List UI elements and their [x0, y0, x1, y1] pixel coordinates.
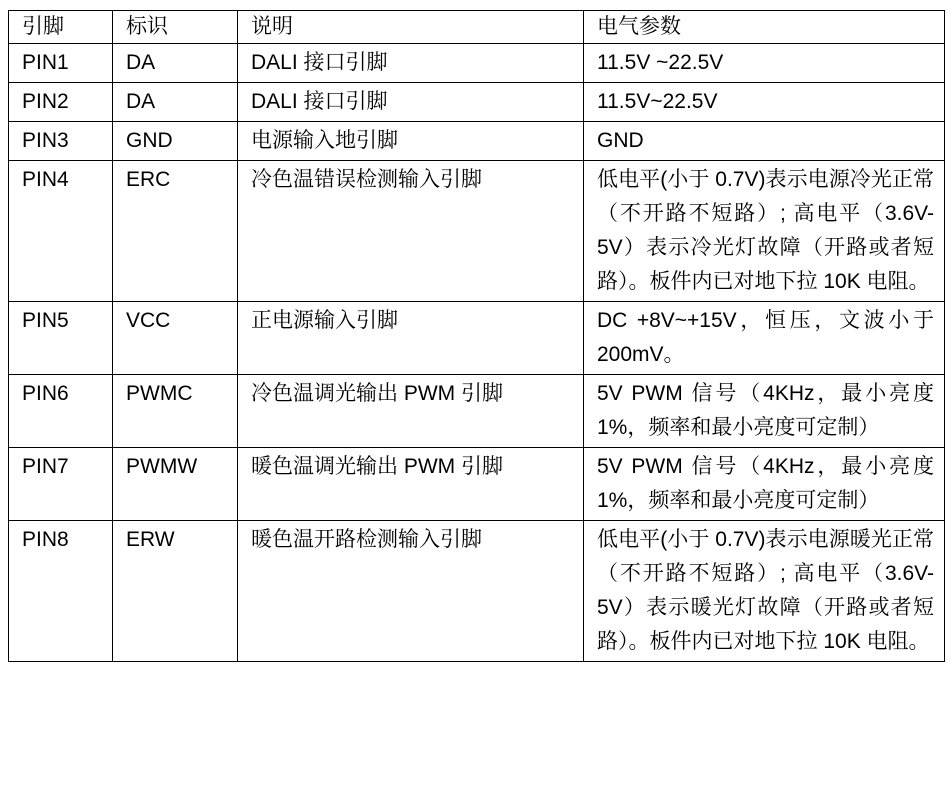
table-row: [9, 448, 945, 521]
header-description: 说明: [238, 11, 584, 44]
header-row: [9, 11, 945, 44]
description-cell: 电源输入地引脚: [238, 122, 584, 161]
params-cell: 5V PWM 信号（4KHz，最小亮度 1%，频率和最小亮度可定制）: [584, 448, 945, 521]
label-cell: GND: [113, 122, 238, 161]
label-cell: VCC: [113, 302, 238, 375]
params-cell: 11.5V~22.5V: [584, 83, 945, 122]
table-row: [9, 44, 945, 83]
label-cell: PWMC: [113, 375, 238, 448]
header-label: 标识: [113, 11, 238, 44]
label-cell: ERW: [113, 521, 238, 662]
description-cell: 暖色温开路检测输入引脚: [238, 521, 584, 662]
params-cell: 低电平(小于 0.7V)表示电源冷光正常（不开路不短路）; 高电平（3.6V-5V）表示冷光灯故障（开路或者短路）。板件内已对地下拉 10K 电阻。: [584, 161, 945, 302]
params-cell: 低电平(小于 0.7V)表示电源暖光正常（不开路不短路）; 高电平（3.6V-5V）表示暖光灯故障（开路或者短路）。板件内已对地下拉 10K 电阻。: [584, 521, 945, 662]
label-cell: ERC: [113, 161, 238, 302]
pin-cell: PIN1: [9, 44, 113, 83]
pin-cell: PIN5: [9, 302, 113, 375]
params-cell: 11.5V ~22.5V: [584, 44, 945, 83]
table-row: [9, 122, 945, 161]
pin-cell: PIN2: [9, 83, 113, 122]
description-cell: 暖色温调光输出 PWM 引脚: [238, 448, 584, 521]
table-row: [9, 83, 945, 122]
table-row: [9, 302, 945, 375]
label-cell: DA: [113, 83, 238, 122]
table-row: [9, 375, 945, 448]
pin-cell: PIN3: [9, 122, 113, 161]
table-header: [9, 11, 945, 44]
table-row: [9, 521, 945, 662]
label-cell: DA: [113, 44, 238, 83]
description-cell: 冷色温调光输出 PWM 引脚: [238, 375, 584, 448]
description-cell: 正电源输入引脚: [238, 302, 584, 375]
table-body: [9, 44, 945, 662]
pin-cell: PIN8: [9, 521, 113, 662]
description-cell: DALI 接口引脚: [238, 83, 584, 122]
label-cell: PWMW: [113, 448, 238, 521]
pin-cell: PIN4: [9, 161, 113, 302]
header-pin: 引脚: [9, 11, 113, 44]
pin-cell: PIN6: [9, 375, 113, 448]
params-cell: GND: [584, 122, 945, 161]
params-cell: DC +8V~+15V，恒压，文波小于 200mV。: [584, 302, 945, 375]
pin-cell: PIN7: [9, 448, 113, 521]
description-cell: DALI 接口引脚: [238, 44, 584, 83]
table-row: [9, 161, 945, 302]
params-cell: 5V PWM 信号（4KHz，最小亮度 1%，频率和最小亮度可定制）: [584, 375, 945, 448]
pin-definition-table: [8, 10, 945, 662]
description-cell: 冷色温错误检测输入引脚: [238, 161, 584, 302]
header-params: 电气参数: [584, 11, 945, 44]
